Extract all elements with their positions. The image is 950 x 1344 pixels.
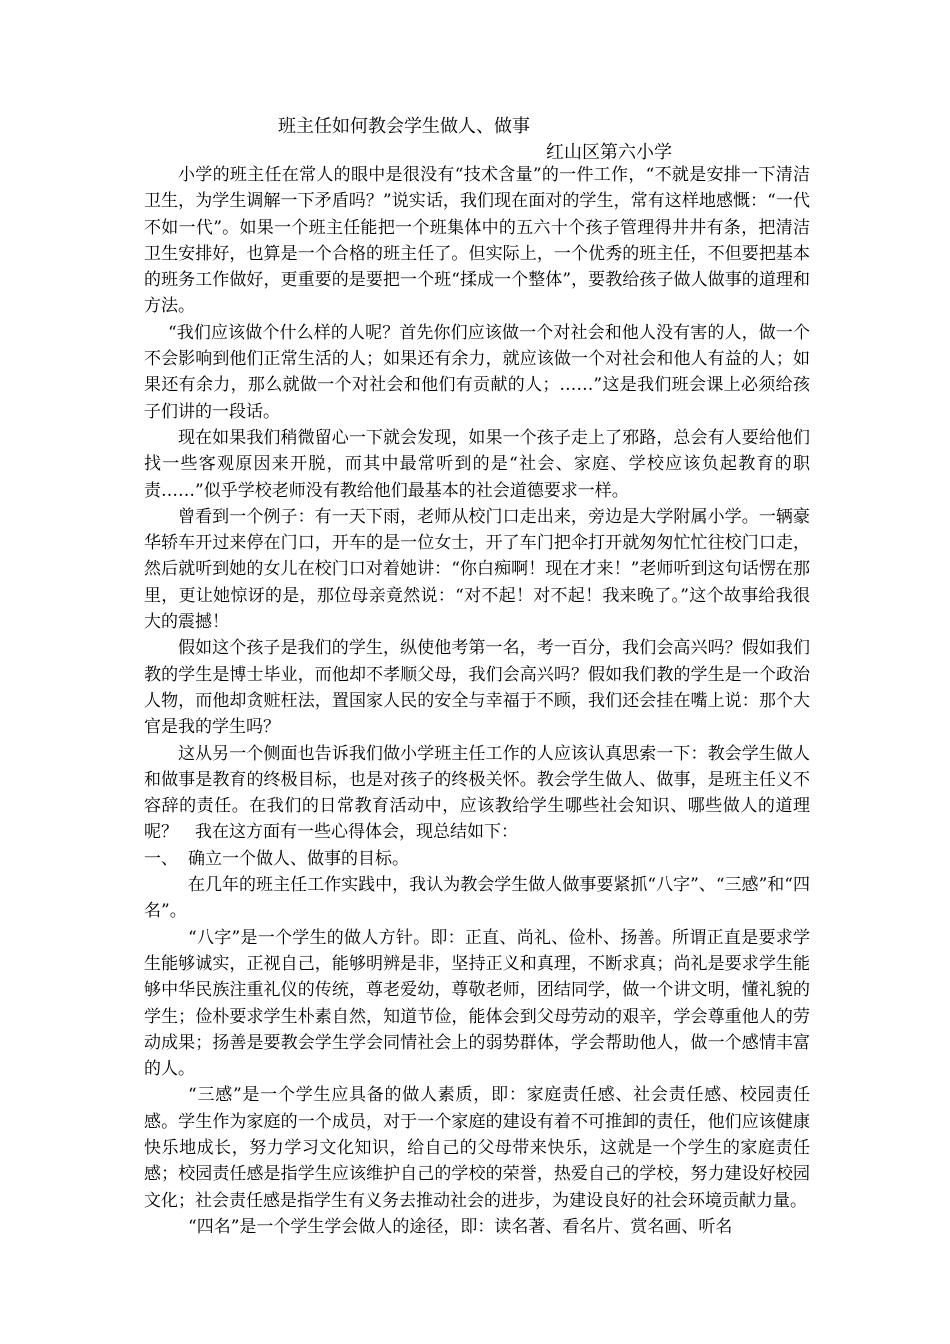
paragraph-5: 假如这个孩子是我们的学生，纵使他考第一名，考一百分，我们会高兴吗？假如我们教的学生是博士毕业，而他却不孝顺父母，我们会高兴吗？假如我们教的学生是一个政治人物，而他却贪赃枉法，置国家人民的安全与幸福于不顾，我们还会挂在嘴上说：那个大官是我的学生吗？: [144, 638, 810, 738]
paragraph-8: “八字”是一个学生的做人方针。即：正直、尚礼、俭朴、扬善。所谓正直是要求学生能够诚实，正视自己，能够明辨是非，坚持正义和真理，不断求真；尚礼是要求学生能够中华民族注重礼仪的传统，尊老爱幼，尊敬老师，团结同学，做一个讲文明，懂礼貌的学生；俭朴要求学生朴素自然，知道节俭，能体会到父母劳动的艰辛，学会尊重他人的劳动成果；扬善是要教会学生学会同情社会上的弱势群体，学会帮助他人，做一个感情丰富的人。: [144, 927, 810, 1080]
section-heading-text: 确立一个做人、做事的目标。: [188, 848, 409, 869]
paragraph-9: “三感”是一个学生应具备的做人素质，即：家庭责任感、社会责任感、校园责任感。学生作为家庭的一个成员，对于一个家庭的建设有着不可推卸的责任，他们应该健康快乐地成长，努力学习文化知识，给自己的父母带来快乐，这就是一个学生的家庭责任感；校园责任感是指学生应该维护自己的学校的荣誉，热爱自己的学校，努力建设好校园文化；社会责任感是指学生有义务去推动社会的进步，为建设良好的社会环境贡献力量。: [144, 1085, 810, 1211]
paragraph-6: 这从另一个侧面也告诉我们做小学班主任工作的人应该认真思索一下：教会学生做人和做事是教育的终极目标，也是对孩子的终极关怀。教会学生做人、做事，是班主任义不容辞的责任。在我们的日常教育活动中，应该教给学生哪些社会知识、哪些做人的道理呢？ 我在这方面有一些心得体会，现总结如下：: [144, 743, 810, 843]
document-body: [144, 162, 810, 1240]
paragraph-1: 小学的班主任在常人的眼中是很没有“技术含量”的一件工作，“不就是安排一下清洁卫生，为学生调解一下矛盾吗？”说实话，我们现在面对的学生，常有这样地感慨：“一代不如一代”。如果一个班主任能把一个班集体中的五六十个孩子管理得井井有条，把清洁卫生安排好，也算是一个合格的班主任了。但实际上，一个优秀的班主任，不但要把基本的班务工作做好，更重要的是要把一个班“揉成一个整体”，要教给孩子做人做事的道理和方法。: [144, 165, 810, 317]
paragraph-3: 现在如果我们稍微留心一下就会发现，如果一个孩子走上了邪路，总会有人要给他们找一些客观原因来开脱，而其中最常听到的是“社会、家庭、学校应该负起教育的职责……”似乎学校老师没有教给他们最基本的社会道德要求一样。: [144, 427, 810, 501]
section-heading-1: [144, 846, 810, 872]
paragraph-4: 曾看到一个例子：有一天下雨，老师从校门口走出来，旁边是大学附属小学。一辆豪华轿车开过来停在门口，开车的是一位女士，开了车门把伞打开就匆匆忙忙往校门口走，然后就听到她的女儿在校门口对着她讲：“你白痴啊！现在才来！”老师听到这句话愣在那里，更让她惊讶的是，那位母亲竟然说：“对不起！对不起！我来晚了。”这个故事给我很大的震撼！: [144, 506, 810, 633]
paragraph-10: “四名”是一个学生学会做人的途径，即：读名著、看名片、赏名画、听名: [188, 1216, 733, 1237]
section-number: 一、: [144, 848, 178, 869]
paragraph-7: 在几年的班主任工作实践中，我认为教会学生做人做事要紧抓“八字”、“三感”和“四名”。: [144, 875, 810, 922]
author-school: 红山区第六小学: [546, 142, 672, 163]
paragraph-2: “我们应该做个什么样的人呢？首先你们应该做一个对社会和他人没有害的人，做一个不会影响到他们正常生活的人；如果还有余力，就应该做一个对社会和他人有益的人；如果还有余力，那么就做一个对社会和他们有贡献的人；……”这是我们班会课上必须给孩子们讲的一段话。: [144, 322, 810, 422]
document-title: 班主任如何教会学生做人、做事: [278, 116, 530, 137]
